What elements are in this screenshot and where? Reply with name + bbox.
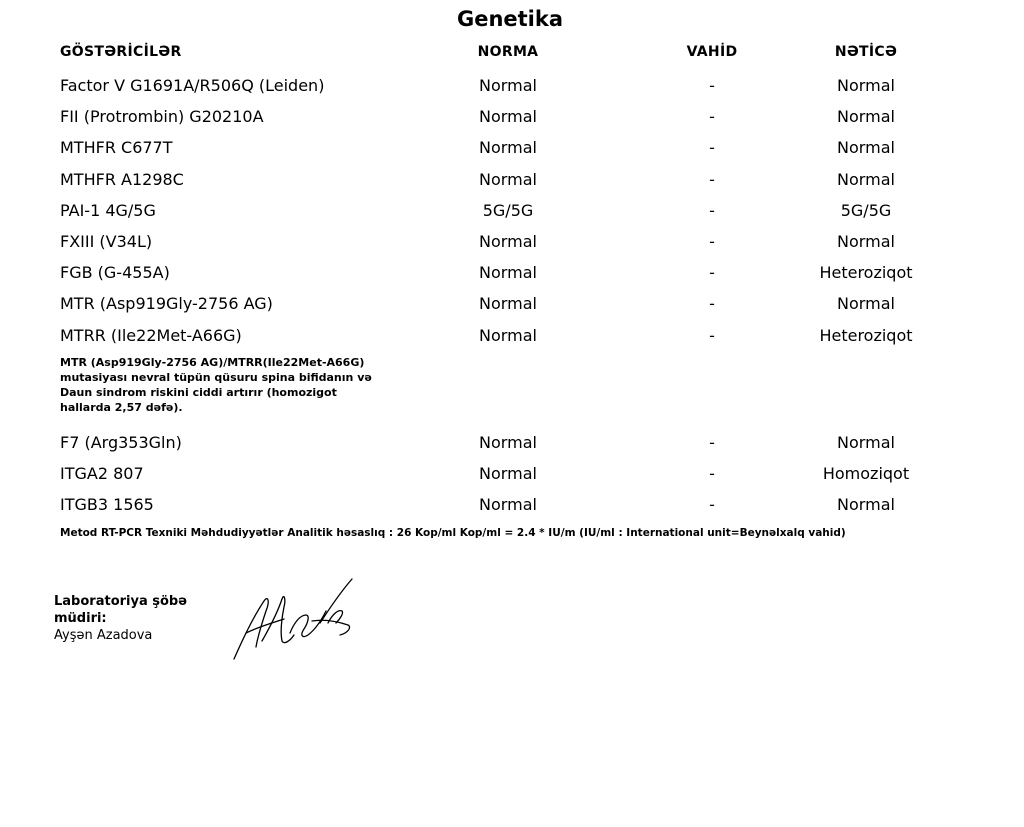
table-row [0,107,1024,133]
unit-value: - [709,464,715,484]
header-indicators: GÖSTƏRİCİLƏR [60,44,182,60]
header-norm: NORMA [477,44,539,60]
mutation-note: MTR (Asp919Gly-2756 AG)/MTRR(Ile22Met-A66G) mutasiyası nevral tüpün qüsuru spina bifidanın və Daun sindrom riskini ciddi artırır (homozigot hallarda 2,57 dəfə). [60,356,372,414]
table-row [0,170,1024,196]
result-value: Normal [837,138,895,158]
norm-value: Normal [479,76,537,95]
table-row [0,201,1024,227]
result-value: Homoziqot [822,464,910,484]
indicator-name: ITGA2 807 [60,464,144,484]
indicator-name: PAI-1 4G/5G [60,200,156,220]
page-title: Genetika [456,7,564,31]
signatory-name: Ayşən Azadova [54,628,153,643]
unit-value: - [709,107,715,127]
norm-value: Normal [479,325,537,345]
unit-value: - [709,263,715,283]
result-value: Heteroziqot [819,263,913,283]
header-unit: VAHİD [686,44,738,60]
norm-value: Normal [479,232,537,251]
table-row [0,433,1024,459]
indicator-name: F7 (Arg353Gln) [60,433,182,452]
result-value: Normal [837,169,895,189]
result-value: Heteroziqot [819,325,913,345]
result-value: Normal [837,107,895,127]
table-row [0,464,1024,490]
norm-value: Normal [479,294,537,314]
result-value: Normal [837,294,895,314]
indicator-name: MTHFR A1298C [60,169,184,189]
unit-value: - [709,200,715,220]
indicator-name: ITGB3 1565 [60,495,154,515]
signatory-title: Laboratoriya şöbə müdiri: [54,594,188,626]
indicator-name: MTR (Asp919Gly-2756 AG) [60,294,273,314]
unit-value: - [709,232,715,251]
unit-value: - [709,169,715,189]
norm-value: Normal [479,495,537,515]
table-row [0,495,1024,521]
unit-value: - [709,76,715,95]
unit-value: - [709,138,715,158]
unit-value: - [709,325,715,345]
header-result: NƏTİCƏ [834,44,898,60]
unit-value: - [709,433,715,452]
norm-value: Normal [479,464,537,484]
result-value: 5G/5G [840,200,892,220]
result-value: Normal [837,495,895,515]
table-row [0,232,1024,258]
table-row [0,76,1024,102]
table-row [0,326,1024,352]
norm-value: Normal [479,433,537,452]
norm-value: Normal [479,169,537,189]
result-value: Normal [837,433,895,452]
indicator-name: FII (Protrombin) G20210A [60,107,264,127]
indicator-name: MTHFR C677T [60,138,173,158]
table-row [0,294,1024,320]
result-value: Normal [837,76,895,95]
indicator-name: Factor V G1691A/R506Q (Leiden) [60,76,325,95]
indicator-name: FXIII (V34L) [60,232,153,251]
norm-value: 5G/5G [482,200,534,220]
indicator-name: MTRR (Ile22Met-A66G) [60,325,242,345]
norm-value: Normal [479,107,537,127]
indicator-name: FGB (G-455A) [60,263,170,283]
norm-value: Normal [479,263,537,283]
table-row [0,263,1024,289]
method-footnote: Metod RT-PCR Texniki Məhdudiyyətlər Analitik həsaslıq : 26 Kop/ml Kop/ml = 2.4 * IU/m (IU/ml : International unit=Beynəlxalq vahid) [60,527,846,539]
unit-value: - [709,294,715,314]
result-value: Normal [837,232,895,251]
norm-value: Normal [479,138,537,158]
handwritten-signature [228,575,368,665]
table-row [0,138,1024,164]
unit-value: - [709,495,715,515]
